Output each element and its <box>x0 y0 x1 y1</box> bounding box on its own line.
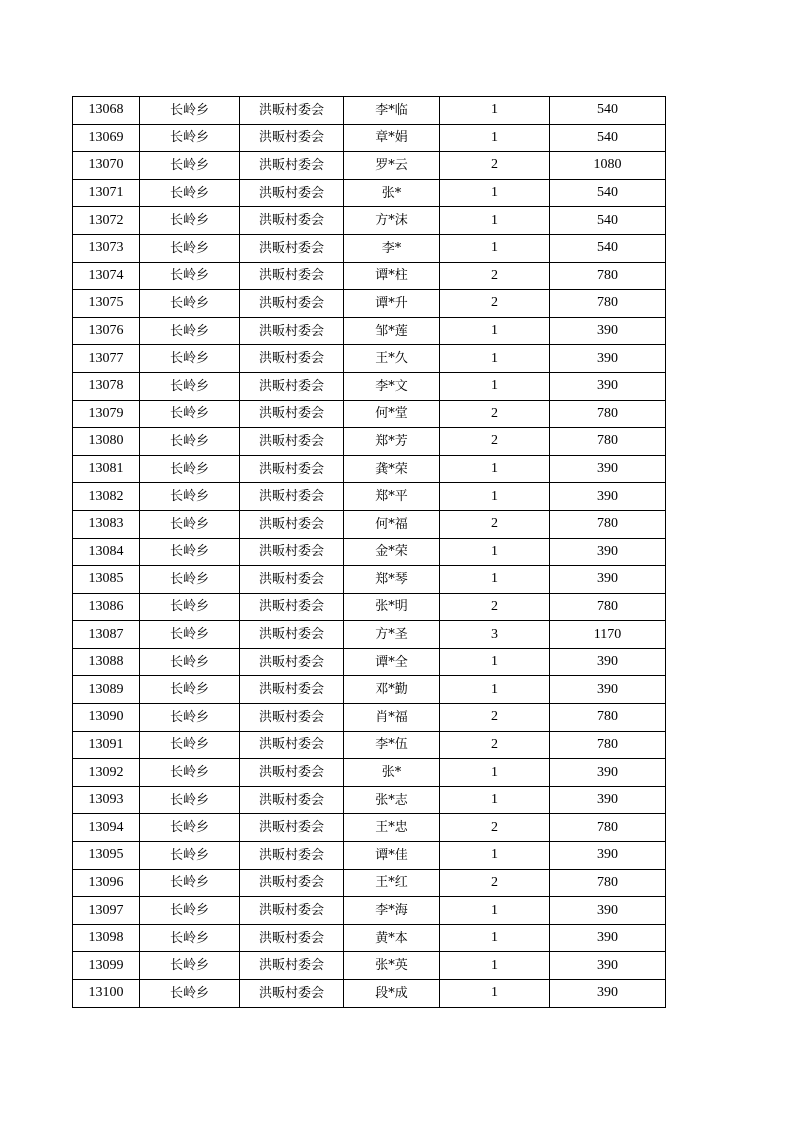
household-count-cell: 1 <box>440 372 550 400</box>
township-cell: 长岭乡 <box>140 648 240 676</box>
serial-number-cell: 13071 <box>73 179 140 207</box>
serial-number-cell: 13095 <box>73 842 140 870</box>
table-row <box>73 510 666 538</box>
amount-cell: 540 <box>550 124 666 152</box>
township-cell: 长岭乡 <box>140 814 240 842</box>
township-cell: 长岭乡 <box>140 731 240 759</box>
serial-number-cell: 13096 <box>73 869 140 897</box>
village-committee-cell: 洪畈村委会 <box>240 980 344 1008</box>
township-cell: 长岭乡 <box>140 897 240 925</box>
table-row <box>73 179 666 207</box>
household-count-cell: 2 <box>440 814 550 842</box>
household-count-cell: 1 <box>440 648 550 676</box>
person-name-cell: 段*成 <box>344 980 440 1008</box>
serial-number-cell: 13079 <box>73 400 140 428</box>
amount-cell: 390 <box>550 566 666 594</box>
person-name-cell: 王*红 <box>344 869 440 897</box>
table-row <box>73 290 666 318</box>
household-count-cell: 1 <box>440 566 550 594</box>
township-cell: 长岭乡 <box>140 428 240 456</box>
household-count-cell: 1 <box>440 455 550 483</box>
township-cell: 长岭乡 <box>140 538 240 566</box>
serial-number-cell: 13090 <box>73 704 140 732</box>
township-cell: 长岭乡 <box>140 262 240 290</box>
household-count-cell: 1 <box>440 317 550 345</box>
village-committee-cell: 洪畈村委会 <box>240 676 344 704</box>
township-cell: 长岭乡 <box>140 483 240 511</box>
village-committee-cell: 洪畈村委会 <box>240 207 344 235</box>
serial-number-cell: 13091 <box>73 731 140 759</box>
township-cell: 长岭乡 <box>140 179 240 207</box>
serial-number-cell: 13081 <box>73 455 140 483</box>
person-name-cell: 何*福 <box>344 510 440 538</box>
amount-cell: 780 <box>550 814 666 842</box>
village-committee-cell: 洪畈村委会 <box>240 566 344 594</box>
village-committee-cell: 洪畈村委会 <box>240 786 344 814</box>
household-count-cell: 2 <box>440 869 550 897</box>
amount-cell: 390 <box>550 538 666 566</box>
amount-cell: 390 <box>550 759 666 787</box>
table-row <box>73 566 666 594</box>
table-row <box>73 455 666 483</box>
village-committee-cell: 洪畈村委会 <box>240 400 344 428</box>
table-body <box>73 97 666 1008</box>
household-count-cell: 2 <box>440 152 550 180</box>
table-row <box>73 897 666 925</box>
serial-number-cell: 13093 <box>73 786 140 814</box>
village-committee-cell: 洪畈村委会 <box>240 124 344 152</box>
serial-number-cell: 13069 <box>73 124 140 152</box>
household-count-cell: 1 <box>440 952 550 980</box>
village-committee-cell: 洪畈村委会 <box>240 97 344 125</box>
household-count-cell: 1 <box>440 345 550 373</box>
amount-cell: 540 <box>550 207 666 235</box>
person-name-cell: 章*娟 <box>344 124 440 152</box>
household-count-cell: 1 <box>440 759 550 787</box>
table-row <box>73 124 666 152</box>
amount-cell: 390 <box>550 897 666 925</box>
table-row <box>73 924 666 952</box>
village-committee-cell: 洪畈村委会 <box>240 538 344 566</box>
serial-number-cell: 13077 <box>73 345 140 373</box>
amount-cell: 390 <box>550 952 666 980</box>
township-cell: 长岭乡 <box>140 786 240 814</box>
village-committee-cell: 洪畈村委会 <box>240 731 344 759</box>
township-cell: 长岭乡 <box>140 152 240 180</box>
township-cell: 长岭乡 <box>140 566 240 594</box>
serial-number-cell: 13092 <box>73 759 140 787</box>
village-committee-cell: 洪畈村委会 <box>240 704 344 732</box>
household-count-cell: 2 <box>440 731 550 759</box>
amount-cell: 780 <box>550 593 666 621</box>
serial-number-cell: 13080 <box>73 428 140 456</box>
household-count-cell: 3 <box>440 621 550 649</box>
table-row <box>73 97 666 125</box>
village-committee-cell: 洪畈村委会 <box>240 897 344 925</box>
table-row <box>73 704 666 732</box>
township-cell: 长岭乡 <box>140 97 240 125</box>
village-committee-cell: 洪畈村委会 <box>240 317 344 345</box>
person-name-cell: 王*久 <box>344 345 440 373</box>
amount-cell: 780 <box>550 428 666 456</box>
serial-number-cell: 13099 <box>73 952 140 980</box>
serial-number-cell: 13097 <box>73 897 140 925</box>
person-name-cell: 黄*本 <box>344 924 440 952</box>
person-name-cell: 邹*莲 <box>344 317 440 345</box>
table-row <box>73 152 666 180</box>
table-row <box>73 400 666 428</box>
household-count-cell: 2 <box>440 400 550 428</box>
household-count-cell: 1 <box>440 924 550 952</box>
village-committee-cell: 洪畈村委会 <box>240 842 344 870</box>
township-cell: 长岭乡 <box>140 952 240 980</box>
village-committee-cell: 洪畈村委会 <box>240 952 344 980</box>
household-count-cell: 1 <box>440 676 550 704</box>
table-row <box>73 952 666 980</box>
table-row <box>73 345 666 373</box>
village-committee-cell: 洪畈村委会 <box>240 428 344 456</box>
village-committee-cell: 洪畈村委会 <box>240 593 344 621</box>
township-cell: 长岭乡 <box>140 510 240 538</box>
amount-cell: 390 <box>550 786 666 814</box>
serial-number-cell: 13082 <box>73 483 140 511</box>
serial-number-cell: 13098 <box>73 924 140 952</box>
village-committee-cell: 洪畈村委会 <box>240 759 344 787</box>
person-name-cell: 张*明 <box>344 593 440 621</box>
amount-cell: 780 <box>550 262 666 290</box>
township-cell: 长岭乡 <box>140 924 240 952</box>
amount-cell: 390 <box>550 648 666 676</box>
township-cell: 长岭乡 <box>140 124 240 152</box>
person-name-cell: 罗*云 <box>344 152 440 180</box>
serial-number-cell: 13073 <box>73 234 140 262</box>
person-name-cell: 张*英 <box>344 952 440 980</box>
amount-cell: 780 <box>550 400 666 428</box>
table-row <box>73 842 666 870</box>
township-cell: 长岭乡 <box>140 455 240 483</box>
serial-number-cell: 13072 <box>73 207 140 235</box>
township-cell: 长岭乡 <box>140 621 240 649</box>
table-row <box>73 759 666 787</box>
township-cell: 长岭乡 <box>140 759 240 787</box>
amount-cell: 780 <box>550 290 666 318</box>
village-committee-cell: 洪畈村委会 <box>240 372 344 400</box>
amount-cell: 390 <box>550 842 666 870</box>
table-row <box>73 538 666 566</box>
amount-cell: 390 <box>550 317 666 345</box>
township-cell: 长岭乡 <box>140 593 240 621</box>
person-name-cell: 李*文 <box>344 372 440 400</box>
serial-number-cell: 13078 <box>73 372 140 400</box>
household-count-cell: 1 <box>440 786 550 814</box>
person-name-cell: 方*圣 <box>344 621 440 649</box>
household-count-cell: 1 <box>440 179 550 207</box>
serial-number-cell: 13068 <box>73 97 140 125</box>
village-committee-cell: 洪畈村委会 <box>240 262 344 290</box>
household-count-cell: 2 <box>440 262 550 290</box>
township-cell: 长岭乡 <box>140 400 240 428</box>
table-row <box>73 648 666 676</box>
amount-cell: 1170 <box>550 621 666 649</box>
table-row <box>73 593 666 621</box>
amount-cell: 780 <box>550 869 666 897</box>
amount-cell: 1080 <box>550 152 666 180</box>
township-cell: 长岭乡 <box>140 234 240 262</box>
person-name-cell: 金*荣 <box>344 538 440 566</box>
serial-number-cell: 13075 <box>73 290 140 318</box>
person-name-cell: 方*沫 <box>344 207 440 235</box>
serial-number-cell: 13083 <box>73 510 140 538</box>
amount-cell: 390 <box>550 345 666 373</box>
person-name-cell: 郑*琴 <box>344 566 440 594</box>
table-row <box>73 814 666 842</box>
serial-number-cell: 13087 <box>73 621 140 649</box>
person-name-cell: 肖*福 <box>344 704 440 732</box>
township-cell: 长岭乡 <box>140 290 240 318</box>
person-name-cell: 郑*平 <box>344 483 440 511</box>
serial-number-cell: 13084 <box>73 538 140 566</box>
township-cell: 长岭乡 <box>140 207 240 235</box>
amount-cell: 780 <box>550 704 666 732</box>
serial-number-cell: 13088 <box>73 648 140 676</box>
table-row <box>73 980 666 1008</box>
table-row <box>73 676 666 704</box>
village-committee-cell: 洪畈村委会 <box>240 152 344 180</box>
table-row <box>73 483 666 511</box>
household-count-cell: 2 <box>440 428 550 456</box>
person-name-cell: 龚*荣 <box>344 455 440 483</box>
village-committee-cell: 洪畈村委会 <box>240 924 344 952</box>
amount-cell: 780 <box>550 510 666 538</box>
person-name-cell: 张*志 <box>344 786 440 814</box>
amount-cell: 390 <box>550 924 666 952</box>
amount-cell: 390 <box>550 676 666 704</box>
serial-number-cell: 13070 <box>73 152 140 180</box>
person-name-cell: 李*伍 <box>344 731 440 759</box>
table-row <box>73 317 666 345</box>
amount-cell: 540 <box>550 234 666 262</box>
person-name-cell: 谭*佳 <box>344 842 440 870</box>
village-committee-cell: 洪畈村委会 <box>240 483 344 511</box>
serial-number-cell: 13094 <box>73 814 140 842</box>
village-committee-cell: 洪畈村委会 <box>240 510 344 538</box>
person-name-cell: 谭*全 <box>344 648 440 676</box>
household-count-cell: 2 <box>440 510 550 538</box>
village-committee-cell: 洪畈村委会 <box>240 869 344 897</box>
amount-cell: 390 <box>550 483 666 511</box>
village-committee-cell: 洪畈村委会 <box>240 290 344 318</box>
table-row <box>73 869 666 897</box>
township-cell: 长岭乡 <box>140 676 240 704</box>
person-name-cell: 谭*柱 <box>344 262 440 290</box>
township-cell: 长岭乡 <box>140 372 240 400</box>
household-count-cell: 2 <box>440 593 550 621</box>
person-name-cell: 张* <box>344 759 440 787</box>
household-count-cell: 2 <box>440 704 550 732</box>
serial-number-cell: 13086 <box>73 593 140 621</box>
township-cell: 长岭乡 <box>140 842 240 870</box>
serial-number-cell: 13089 <box>73 676 140 704</box>
person-name-cell: 李* <box>344 234 440 262</box>
township-cell: 长岭乡 <box>140 869 240 897</box>
household-count-cell: 1 <box>440 538 550 566</box>
township-cell: 长岭乡 <box>140 317 240 345</box>
table-row <box>73 234 666 262</box>
township-cell: 长岭乡 <box>140 980 240 1008</box>
table-row <box>73 621 666 649</box>
household-count-cell: 1 <box>440 97 550 125</box>
amount-cell: 540 <box>550 179 666 207</box>
table-row <box>73 731 666 759</box>
village-committee-cell: 洪畈村委会 <box>240 455 344 483</box>
amount-cell: 390 <box>550 455 666 483</box>
amount-cell: 540 <box>550 97 666 125</box>
person-name-cell: 李*临 <box>344 97 440 125</box>
person-name-cell: 谭*升 <box>344 290 440 318</box>
household-count-cell: 2 <box>440 290 550 318</box>
person-name-cell: 何*堂 <box>344 400 440 428</box>
village-committee-cell: 洪畈村委会 <box>240 234 344 262</box>
household-count-cell: 1 <box>440 842 550 870</box>
village-committee-cell: 洪畈村委会 <box>240 179 344 207</box>
household-count-cell: 1 <box>440 483 550 511</box>
household-count-cell: 1 <box>440 124 550 152</box>
village-committee-cell: 洪畈村委会 <box>240 621 344 649</box>
serial-number-cell: 13074 <box>73 262 140 290</box>
person-name-cell: 邓*勤 <box>344 676 440 704</box>
village-committee-cell: 洪畈村委会 <box>240 648 344 676</box>
table-row <box>73 207 666 235</box>
person-name-cell: 张* <box>344 179 440 207</box>
serial-number-cell: 13085 <box>73 566 140 594</box>
amount-cell: 390 <box>550 372 666 400</box>
household-count-cell: 1 <box>440 234 550 262</box>
table-row <box>73 372 666 400</box>
household-count-cell: 1 <box>440 897 550 925</box>
amount-cell: 780 <box>550 731 666 759</box>
village-committee-cell: 洪畈村委会 <box>240 814 344 842</box>
household-count-cell: 1 <box>440 980 550 1008</box>
amount-cell: 390 <box>550 980 666 1008</box>
person-name-cell: 李*海 <box>344 897 440 925</box>
township-cell: 长岭乡 <box>140 345 240 373</box>
township-cell: 长岭乡 <box>140 704 240 732</box>
household-count-cell: 1 <box>440 207 550 235</box>
data-table <box>72 96 666 1008</box>
table-row <box>73 786 666 814</box>
person-name-cell: 郑*芳 <box>344 428 440 456</box>
table-row <box>73 428 666 456</box>
person-name-cell: 王*忠 <box>344 814 440 842</box>
serial-number-cell: 13100 <box>73 980 140 1008</box>
table-row <box>73 262 666 290</box>
serial-number-cell: 13076 <box>73 317 140 345</box>
village-committee-cell: 洪畈村委会 <box>240 345 344 373</box>
